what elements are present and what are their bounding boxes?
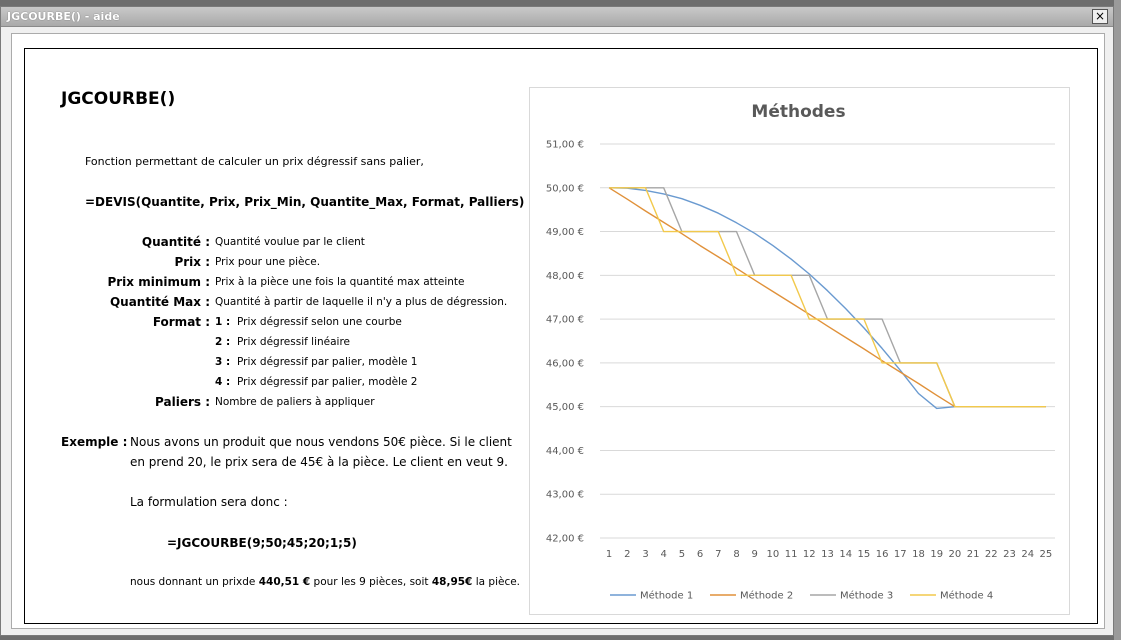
y-tick-label: 50,00 € xyxy=(545,183,584,195)
format-option-number: 3 : xyxy=(215,356,231,368)
param-row-quantite-max xyxy=(25,295,545,313)
example-result xyxy=(130,576,520,588)
x-tick-label: 24 xyxy=(1021,549,1035,560)
param-label: Prix minimum : xyxy=(107,275,210,289)
content-frame xyxy=(11,33,1105,629)
param-value: Nombre de paliers à appliquer xyxy=(215,396,375,408)
x-tick-label: 7 xyxy=(715,549,722,560)
result-total: 440,51 € xyxy=(258,576,311,588)
legend-label: Méthode 4 xyxy=(940,590,994,602)
param-value: Prix pour une pièce. xyxy=(215,256,321,268)
param-label: Quantité : xyxy=(141,235,210,249)
x-tick-label: 25 xyxy=(1039,549,1053,560)
legend-label: Méthode 2 xyxy=(740,590,794,602)
series-line-2 xyxy=(609,188,1046,407)
x-tick-label: 15 xyxy=(857,549,871,560)
chart-title: Méthodes xyxy=(751,102,846,122)
param-value: Quantité à partir de laquelle il n'y a plus de dégression. xyxy=(215,296,508,308)
x-tick-label: 13 xyxy=(821,549,834,560)
y-tick-label: 46,00 € xyxy=(545,358,584,370)
param-label: Quantité Max : xyxy=(109,295,210,309)
format-option-row xyxy=(25,335,545,353)
format-option-number: 4 : xyxy=(215,376,231,388)
x-tick-label: 8 xyxy=(733,549,740,560)
function-syntax: =DEVIS(Quantite, Prix, Prix_Min, Quantite_Max, Format, Palliers) xyxy=(85,195,525,209)
y-tick-label: 47,00 € xyxy=(545,314,584,326)
format-option-text: Prix dégressif par palier, modèle 2 xyxy=(237,376,418,388)
param-row-format xyxy=(25,315,545,333)
series-line-4 xyxy=(609,188,1046,407)
param-value: Prix à la pièce une fois la quantité max atteinte xyxy=(215,276,465,288)
background-right xyxy=(1114,0,1121,640)
format-option-number: 1 : xyxy=(215,316,231,328)
x-tick-label: 11 xyxy=(784,549,798,560)
help-window xyxy=(0,6,1114,636)
x-tick-label: 4 xyxy=(660,549,667,560)
x-tick-label: 1 xyxy=(605,549,613,560)
x-tick-label: 12 xyxy=(802,549,816,560)
param-row-quantite xyxy=(25,235,545,253)
y-tick-label: 44,00 € xyxy=(545,445,584,457)
param-label: Format : xyxy=(152,315,210,329)
param-value: Quantité voulue par le client xyxy=(215,236,365,248)
series-line-1 xyxy=(609,188,1046,409)
x-tick-label: 2 xyxy=(624,549,631,560)
result-text: pour les 9 pièces, soit xyxy=(310,576,432,588)
result-text: nous donnant un prixde xyxy=(130,576,259,588)
param-row-paliers xyxy=(25,395,545,413)
x-tick-label: 23 xyxy=(1003,549,1016,560)
param-label: Paliers : xyxy=(155,395,210,409)
param-row-prix xyxy=(25,255,545,273)
param-label: Prix : xyxy=(174,255,210,269)
format-option-text: Prix dégressif selon une courbe xyxy=(237,316,402,328)
x-tick-label: 14 xyxy=(839,549,853,560)
close-button[interactable]: × xyxy=(1092,9,1108,24)
example-line: en prend 20, le prix sera de 45€ à la pièce. Le client en veut 9. xyxy=(130,455,508,469)
example-line: Nous avons un produit que nous vendons 50€ pièce. Si le client xyxy=(130,435,512,449)
chart-svg xyxy=(530,88,1071,616)
title-bar[interactable] xyxy=(1,7,1113,27)
legend-label: Méthode 3 xyxy=(840,590,894,602)
y-tick-label: 48,00 € xyxy=(545,270,584,282)
x-tick-label: 21 xyxy=(966,549,980,560)
x-tick-label: 10 xyxy=(766,549,780,560)
result-text: la pièce. xyxy=(472,576,521,588)
function-description: Fonction permettant de calculer un prix dégressif sans palier, xyxy=(85,155,424,168)
y-tick-label: 42,00 € xyxy=(545,533,584,545)
y-tick-label: 45,00 € xyxy=(545,402,584,414)
example-label: Exemple : xyxy=(61,435,128,449)
x-tick-label: 19 xyxy=(930,549,944,560)
y-tick-label: 49,00 € xyxy=(545,227,584,239)
x-tick-label: 3 xyxy=(642,549,649,560)
format-option-row xyxy=(25,355,545,373)
legend-label: Méthode 1 xyxy=(640,590,694,602)
x-tick-label: 5 xyxy=(678,549,686,560)
page-title: JGCOURBE() xyxy=(61,89,176,109)
example-line: La formulation sera donc : xyxy=(130,495,288,509)
result-unit-price: 48,95€ xyxy=(431,576,473,588)
methods-chart xyxy=(529,87,1070,615)
x-tick-label: 16 xyxy=(875,549,889,560)
y-tick-label: 51,00 € xyxy=(545,139,584,151)
window-title: JGCOURBE() - aide xyxy=(7,10,120,23)
param-row-prix-minimum xyxy=(25,275,545,293)
y-tick-label: 43,00 € xyxy=(545,489,584,501)
help-panel xyxy=(24,48,1098,624)
x-tick-label: 9 xyxy=(751,549,758,560)
series-line-3 xyxy=(609,188,1046,407)
format-option-number: 2 : xyxy=(215,336,231,348)
example-formula: =JGCOURBE(9;50;45;20;1;5) xyxy=(167,536,357,550)
format-option-text: Prix dégressif linéaire xyxy=(237,336,351,348)
format-option-text: Prix dégressif par palier, modèle 1 xyxy=(237,356,418,368)
x-tick-label: 6 xyxy=(696,549,704,560)
format-option-row xyxy=(25,375,545,393)
x-tick-label: 22 xyxy=(984,549,998,560)
x-tick-label: 18 xyxy=(912,549,925,560)
x-tick-label: 17 xyxy=(893,549,907,560)
x-tick-label: 20 xyxy=(948,549,962,560)
